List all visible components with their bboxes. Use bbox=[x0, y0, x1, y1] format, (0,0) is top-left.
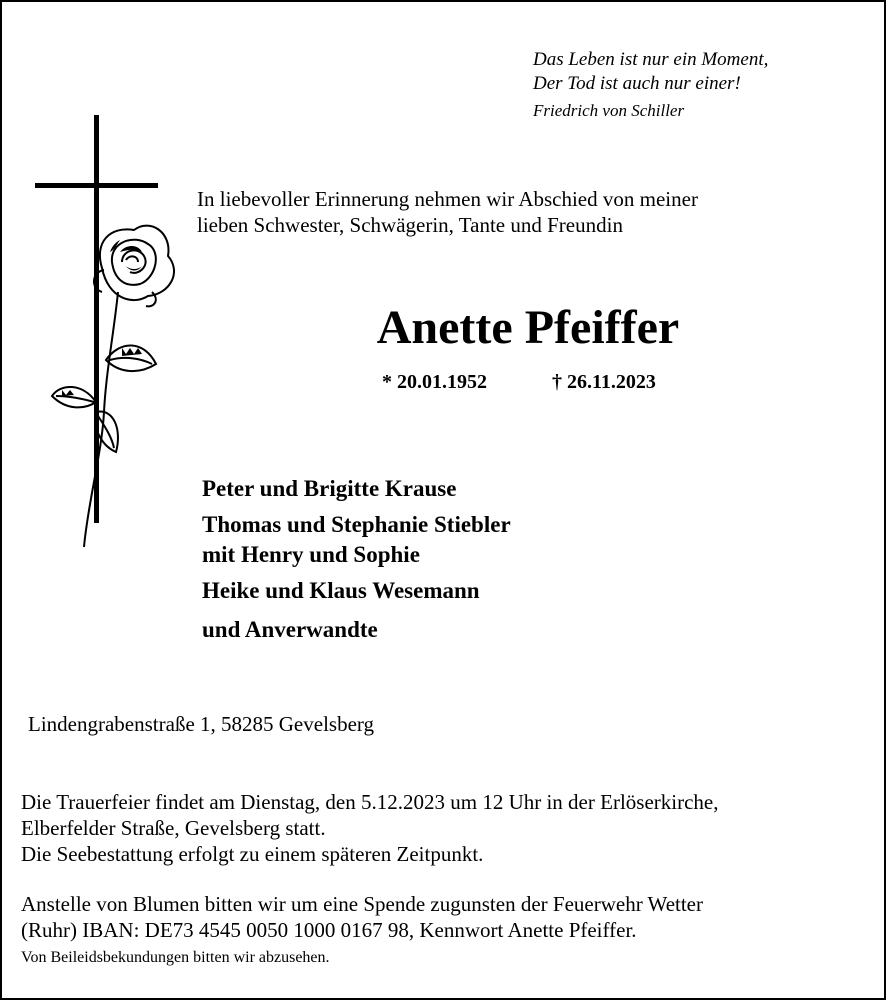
intro-line-2: lieben Schwester, Schwägerin, Tante und Freundin bbox=[197, 213, 623, 237]
donation-line-1: Anstelle von Blumen bitten wir um eine Spende zugunsten der Feuerwehr Wetter bbox=[21, 892, 703, 916]
closing-note: Von Beileidsbekundungen bitten wir abzusehen. bbox=[21, 949, 330, 966]
quote-author: Friedrich von Schiller bbox=[533, 101, 685, 120]
address: Lindengrabenstraße 1, 58285 Gevelsberg bbox=[28, 712, 375, 736]
donation-request bbox=[21, 891, 863, 943]
quote-line-1: Das Leben ist nur ein Moment, bbox=[533, 49, 769, 70]
service-line: Elberfelder Straße, Gevelsberg statt. bbox=[21, 816, 326, 840]
mourner-line: Peter und Brigitte Krause bbox=[202, 476, 457, 501]
quote-line-2: Der Tod ist auch nur einer! bbox=[533, 73, 741, 94]
service-line: Die Seebestattung erfolgt zu einem späteren Zeitpunkt. bbox=[21, 842, 484, 866]
deceased-name-text: Anette Pfeiffer bbox=[376, 301, 680, 354]
mourner-line: mit Henry und Sophie bbox=[202, 542, 420, 567]
mourners-list bbox=[202, 474, 511, 645]
intro-line-1: In liebevoller Erinnerung nehmen wir Abschied von meiner bbox=[197, 187, 698, 211]
life-dates bbox=[382, 369, 656, 395]
donation-line-2: (Ruhr) IBAN: DE73 4545 0050 1000 0167 98, Kennwort Anette Pfeiffer. bbox=[21, 918, 637, 942]
mourner-line: Heike und Klaus Wesemann bbox=[202, 578, 480, 603]
service-line: Die Trauerfeier findet am Dienstag, den 5.12.2023 um 12 Uhr in der Erlöserkirche, bbox=[21, 790, 719, 814]
intro-text bbox=[197, 186, 863, 238]
service-info bbox=[21, 789, 718, 867]
deceased-name bbox=[2, 300, 884, 356]
birth-date: * 20.01.1952 bbox=[382, 371, 487, 393]
mourner-line: Thomas und Stephanie Stiebler bbox=[202, 512, 511, 537]
death-date: † 26.11.2023 bbox=[552, 371, 656, 393]
mourner-line: und Anverwandte bbox=[202, 617, 378, 642]
schiller-quote bbox=[533, 48, 768, 123]
